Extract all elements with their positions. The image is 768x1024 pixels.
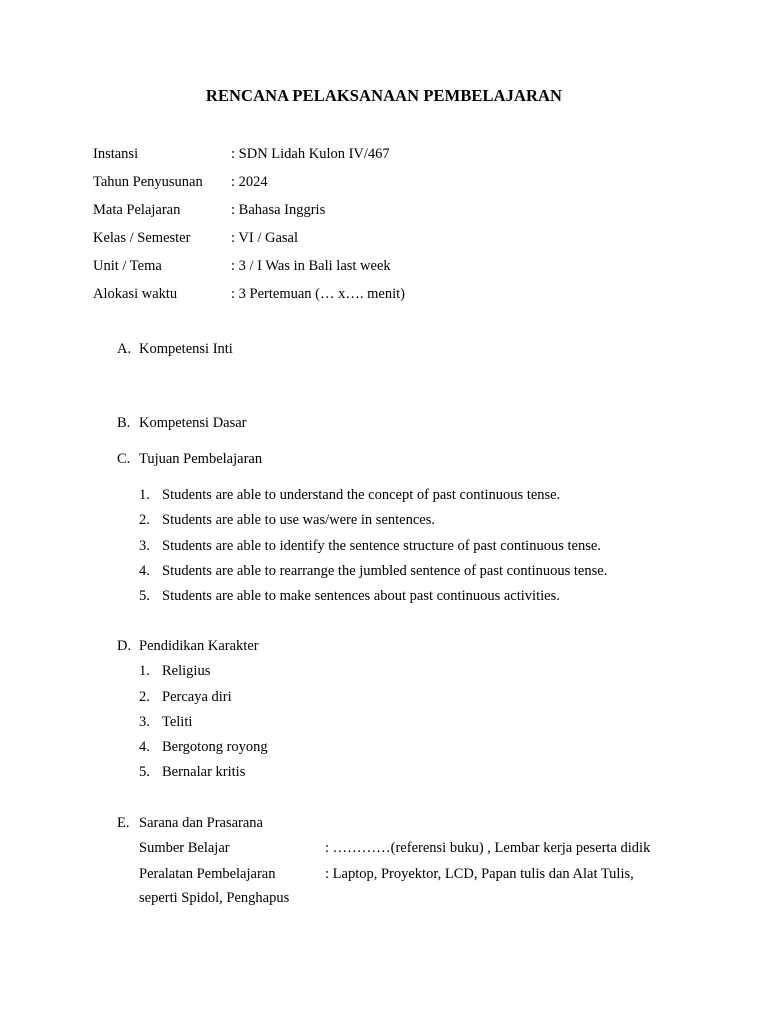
list-item: Students are able to rearrange the jumbled sentence of past continuous tense. xyxy=(162,563,608,579)
section-b-letter: B. xyxy=(117,415,131,431)
identity-value-alokasi: : 3 Pertemuan (… x…. menit) xyxy=(231,286,405,302)
list-item-number: 1. xyxy=(139,663,150,679)
list-item-number: 5. xyxy=(139,764,150,780)
list-item-number: 2. xyxy=(139,512,150,528)
section-e-title: Sarana dan Prasarana xyxy=(139,815,263,831)
list-item: Students are able to use was/were in sentences. xyxy=(162,512,435,528)
list-item: Students are able to understand the concept of past continuous tense. xyxy=(162,487,561,503)
peralatan-value: : Laptop, Proyektor, LCD, Papan tulis dan Alat Tulis, xyxy=(325,866,634,882)
sumber-belajar-value: : …………(referensi buku) , Lembar kerja peserta didik xyxy=(325,840,651,856)
list-item: Students are able to make sentences about past continuous activities. xyxy=(162,588,560,604)
identity-value-instansi: : SDN Lidah Kulon IV/467 xyxy=(231,146,390,162)
list-item-number: 3. xyxy=(139,538,150,554)
section-d-letter: D. xyxy=(117,638,132,654)
sumber-belajar-label: Sumber Belajar xyxy=(139,840,230,856)
identity-value-tahun: : 2024 xyxy=(231,174,268,190)
identity-label-unit: Unit / Tema xyxy=(93,258,162,274)
document-title: RENCANA PELAKSANAAN PEMBELAJARAN xyxy=(205,86,563,105)
section-c-letter: C. xyxy=(117,451,131,467)
section-c-title: Tujuan Pembelajaran xyxy=(139,451,263,467)
list-item-number: 1. xyxy=(139,487,150,503)
identity-label-tahun: Tahun Penyusunan xyxy=(93,174,203,190)
list-item: Bernalar kritis xyxy=(162,764,246,780)
identity-label-alokasi: Alokasi waktu xyxy=(93,286,178,302)
list-item: Religius xyxy=(162,663,211,679)
peralatan-label: Peralatan Pembelajaran xyxy=(139,866,276,882)
section-a-title: Kompetensi Inti xyxy=(139,341,233,357)
list-item: Percaya diri xyxy=(162,689,232,705)
identity-value-kelas: : VI / Gasal xyxy=(231,230,298,246)
peralatan-value-continued: seperti Spidol, Penghapus xyxy=(139,890,290,906)
identity-label-mapel: Mata Pelajaran xyxy=(93,202,181,218)
section-b-title: Kompetensi Dasar xyxy=(139,415,247,431)
section-d-title: Pendidikan Karakter xyxy=(139,638,259,654)
list-item-number: 2. xyxy=(139,689,150,705)
identity-value-mapel: : Bahasa Inggris xyxy=(231,202,326,218)
list-item-number: 5. xyxy=(139,588,150,604)
section-e-letter: E. xyxy=(117,815,130,831)
identity-label-kelas: Kelas / Semester xyxy=(93,230,191,246)
list-item-number: 4. xyxy=(139,563,150,579)
list-item-number: 3. xyxy=(139,714,150,730)
list-item: Students are able to identify the sentence structure of past continuous tense. xyxy=(162,538,601,554)
section-a-letter: A. xyxy=(117,341,132,357)
identity-label-instansi: Instansi xyxy=(93,146,139,162)
identity-value-unit: : 3 / I Was in Bali last week xyxy=(231,258,391,274)
list-item: Teliti xyxy=(162,714,193,730)
list-item-number: 4. xyxy=(139,739,150,755)
list-item: Bergotong royong xyxy=(162,739,268,755)
